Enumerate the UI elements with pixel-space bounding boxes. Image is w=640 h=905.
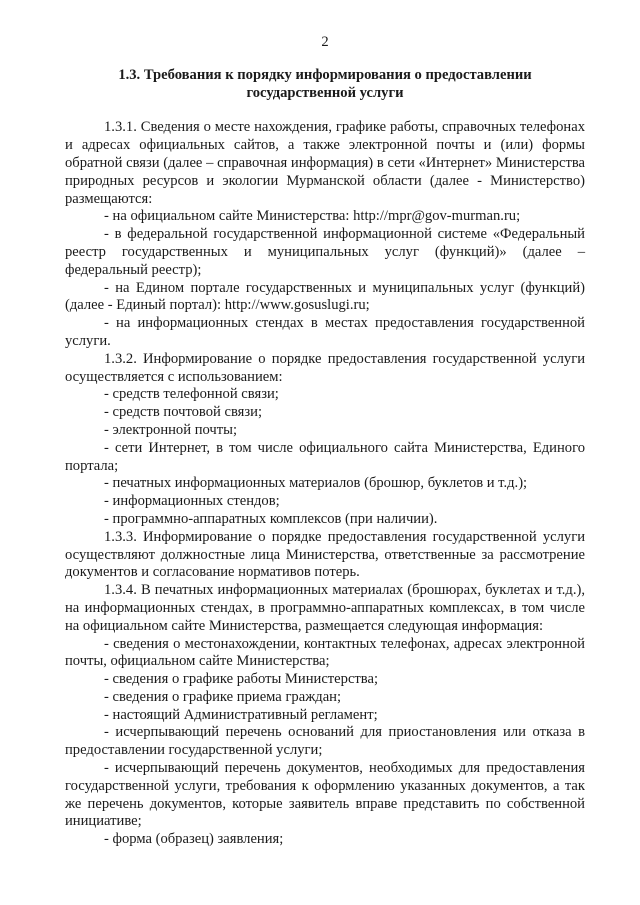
list-item: - средств почтовой связи; (104, 404, 263, 421)
list-item: - программно-аппаратных комплексов (при наличии). (104, 510, 438, 527)
document-body (65, 119, 585, 849)
paragraph-1-3-2: 1.3.2. Информирование о порядке предоставления государственной услуги осуществляется с использованием: (65, 350, 585, 385)
list-item: - сети Интернет, в том числе официального сайта Министерства, Единого портала; (65, 439, 585, 474)
list-item: - настоящий Административный регламент; (104, 706, 378, 723)
list-item: - форма (образец) заявления; (104, 831, 284, 848)
paragraph-1-3-4: 1.3.4. В печатных информационных материалах (брошюрах, буклетах и т.д.), на информационных стендах, в программно-аппаратных комплексах, в том числе на официальном сайте Министерства, размещается следующая информация: (65, 582, 585, 634)
paragraph-1-3-1: 1.3.1. Сведения о месте нахождения, графике работы, справочных телефонах и адресах официальных сайтов, а также электронной почты и (или) формы обратной связи (далее – справочная информация) в сети «Интернет» Министерства природных ресурсов и экологии Мурманской области (далее - Министерство) размещаются: (65, 119, 585, 207)
list-item: - исчерпывающий перечень оснований для приостановления или отказа в предоставлении государственной услуги; (65, 724, 585, 759)
list-item: - сведения о местонахождении, контактных телефонах, адресах электронной почты, официальном сайте Министерства; (65, 635, 585, 670)
document-page (65, 34, 585, 849)
section-title: 1.3. Требования к порядку информирования о предоставлении государственной услуги (118, 66, 532, 101)
page-number: 2 (321, 34, 329, 50)
list-item: - средств телефонной связи; (104, 386, 279, 403)
list-item: - сведения о графике работы Министерства; (104, 671, 379, 688)
list-item-info-stands: - на информационных стендах в местах предоставления государственной услуги. (65, 315, 585, 349)
paragraph-1-3-3: 1.3.3. Информирование о порядке предоставления государственной услуги осуществляют должностные лица Министерства, ответственные за рассмотрение документов и согласование нормативов потерь. (65, 528, 585, 581)
list-item-federal-registry: - в федеральной государственной информационной системе «Федеральный реестр государственных и муниципальных услуг (функций)» (далее – федеральный реестр); (65, 226, 585, 278)
list-item: - печатных информационных материалов (брошюр, буклетов и т.д.); (104, 475, 528, 492)
list-item: - исчерпывающий перечень документов, необходимых для предоставления государственной услуги, требования к оформлению указанных документов, а так же перечень документов, которые заявитель вправе представить по собственной инициативе; (65, 760, 585, 830)
list-item: - сведения о графике приема граждан; (104, 688, 342, 705)
list-item: - электронной почты; (104, 421, 237, 438)
list-item-official-site: - на официальном сайте Министерства: http://mpr@gov-murman.ru; (104, 208, 521, 225)
list-item: - информационных стендов; (104, 493, 280, 510)
list-item-unified-portal: - на Едином портале государственных и муниципальных услуг (функций) (далее - Единый портал): http://www.gosuslugi.ru; (65, 279, 585, 314)
